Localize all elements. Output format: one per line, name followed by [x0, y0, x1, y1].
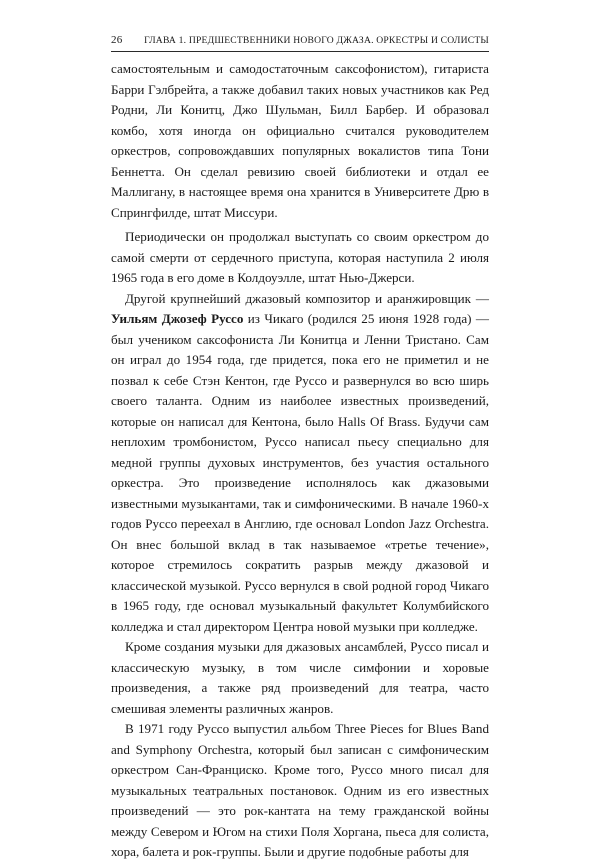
paragraph-body: из Чикаго (родился 25 июня 1928 года) — был учеником саксофониста Ли Конитца и Ленни Тристано. Сам он играл до 1954 года, где придется, пока его не приметил и не позвал к себе Стэн Кентон, где Руссо и развернулся во всю ширь своего таланта. Одним из наиболее известных произведений, которые он написал для Кентона, было Halls Of Brass. Будучи сам неплохим тромбонистом, Руссо написал пьесу специально для медной группы духовых инструментов, без участия остального оркестра. Это произведение исполнялось как джазовыми известными музыкантами, так и симфоническими. В начале 1960-х годов Руссо переехал в Англию, где основал London Jazz Orchestra. Он внес большой вклад в так называемое «третье течение», которое стремилось сократить разрыв между джазовой и классической музыкой. Руссо вернулся в свой родной город Чикаго в 1965 году, где основал музыкальный факультет Колумбийского колледжа и стал директором Центра новой музыки при колледже. [111, 311, 489, 634]
paragraph-continuation: самостоятельным и самодостаточным саксофонистом), гитариста Барри Гэлбрейта, а также добавил таких новых участников как Ред Родни, Ли Конитц, Джо Шульман, Билл Барбер. И образовал комбо, хотя иногда он официально считался руководителем оркестров, сопровождавших популярных вокалистов типа Тони Беннетта. Он сделал ревизию своей библиотеки и отдал ее Маллигану, в настоящее время она хранится в Университете Дрю в Спрингфилде, штат Миссури. [111, 61, 489, 220]
paragraph-classical-works: Кроме создания музыки для джазовых ансамблей, Руссо писал и классическую музыку, в том числе симфонии и хоровые произведения, а также ряд произведений для театра, часто смешивая элементы различных жанров. [111, 639, 489, 716]
paragraph-album-1971: В 1971 году Руссо выпустил альбом Three Pieces for Blues Band and Symphony Orchestra, который был записан с симфоническим оркестром Сан-Франциско. Кроме того, Руссо много писал для музыкальных театральных постановок. Одним из его известных произведений — это рок-кантата на тему гражданской войны между Севером и Югом на стихи Поля Хоргана, пьеса для солиста, хора, балета и рок-группы. Были и другие подобные работы для [111, 721, 489, 859]
page-number: 26 [111, 34, 123, 46]
paragraph-lead: Другой крупнейший джазовый композитор и аранжировщик — [125, 290, 489, 306]
paragraph-russo-intro [111, 289, 489, 638]
book-page [111, 34, 489, 863]
person-name-bold: Уильям Джозеф Руссо [111, 311, 244, 326]
running-title: ГЛАВА 1. ПРЕДШЕСТВЕННИКИ НОВОГО ДЖАЗА. ОРКЕСТРЫ И СОЛИСТЫ [144, 35, 489, 46]
running-header [111, 34, 489, 52]
paragraph-orchestra-death: Периодически он продолжал выступать со своим оркестром до самой смерти от сердечного приступа, которая наступила 2 июля 1965 года в его доме в Колдоуэлле, штат Нью-Джерси. [111, 229, 489, 285]
body-text [111, 59, 489, 863]
